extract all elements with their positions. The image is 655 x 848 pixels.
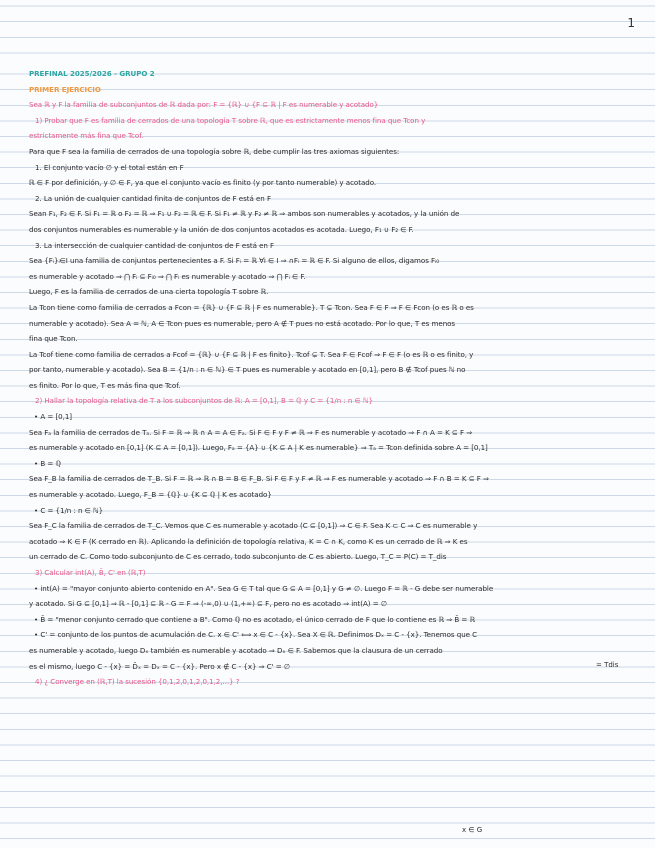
question-3: 3) Calcular int(A), B̄, C' en (ℝ,T) <box>35 568 146 577</box>
question-1-cont: estrictamente más fina que Tcof. <box>29 131 144 141</box>
notes-body <box>29 66 641 690</box>
doc-title: PREFINAL 2025/2026 - GRUPO 2 <box>29 69 155 78</box>
text-line: por tanto, numerable y acotado). Sea B = {1/n : n ∈ ℕ} ∈ T pues es numerable y acotado en [0,1], pero B ∉ Tcof pues ℕ no <box>29 365 466 375</box>
text-line: dos conjuntos numerables es numerable y la unión de dos conjuntos acotados es acotada. Luego, F₁ ∪ F₂ ∈ F. <box>29 224 414 234</box>
text-line: • C' = conjunto de los puntos de acumulación de C. x ∈ C' ⟺ x ∈ C - {x}. Sea X ∈ ℝ. Definimos Dₓ = C - {x}. Tenemos que C <box>34 630 478 640</box>
page-number: 1 <box>627 16 635 30</box>
problem-statement: Sea ℝ y F la familia de subconjuntos de ℝ dada por: F = {ℝ} ∪ {F ⊆ ℝ | F es numerable y acotado} <box>29 100 379 110</box>
text-line: • int(A) = "mayor conjunto abierto contenido en A". Sea G ∈ T tal que G ⊆ A = [0,1] y G ≠ ∅. Luego F = ℝ - G debe ser numerable <box>34 583 494 593</box>
margin-note-xneg: x ∈ G <box>462 826 483 834</box>
text-line: es numerable y acotado, luego Dₓ también es numerable y acotado ⇒ Dₓ ∈ F. Sabemos que la clausura de un cerrado <box>29 645 443 655</box>
text-line: acotado ⇒ K ∈ F (K cerrado en ℝ). Aplicando la definición de topología relativa, K = C ∩ K, como K es un cerrado de ℝ ⇒ K es <box>29 536 468 546</box>
text-line: ℝ ∈ F por definición, y ∅ ∈ F, ya que el conjunto vacío es finito (y por tanto numerable) y acotado. <box>29 178 377 188</box>
axiom-2: 2. La unión de cualquier cantidad finita de conjuntos de F está en F <box>35 193 271 203</box>
subcase-c: • C = {1/n : n ∈ ℕ} <box>34 505 104 515</box>
text-line: es numerable y acotado en [0,1] (K ⊆ A = [0,1]). Luego, Fₐ = {A} ∪ {K ⊆ A | K es numerable} ⇒ Tₐ = Tcon definida sobre A = [0,1] <box>29 443 488 453</box>
text-line: • B̄ = "menor conjunto cerrado que contiene a B". Como ℚ no es acotado, el único cerrado de F que lo contiene es ℝ ⇒ B̄ = ℝ <box>34 614 476 624</box>
text-line: numerable y acotado). Sea A = ℕ, A ∈ Tcon pues es numerable, pero A ∉ T pues no está acotado. Por lo que, T es menos <box>29 318 456 328</box>
section-title: PRIMER EJERCICIO <box>29 84 101 94</box>
text-line: La Tcon tiene como familia de cerrados a Fcon = {ℝ} ∪ {F ⊆ ℝ | F es numerable}. T ⊊ Tcon. Sea F ∈ F ⇒ F ∈ Fcon (o es ℝ o es <box>29 302 474 312</box>
text-line: Sea F_C la familia de cerrados de T_C. Vemos que C es numerable y acotado (C ⊆ [0,1]) ⇒ C ∈ F. Sea K ⊂ C ⇒ C es numerable y <box>29 521 478 531</box>
text-line: Sean F₁, F₂ ∈ F. Si F₁ = ℝ o F₂ = ℝ ⇒ F₁ ∪ F₂ = ℝ ∈ F. Si F₁ ≠ ℝ y F₂ ≠ ℝ ⇒ ambos son numerables y acotados, y la unión de <box>29 209 460 219</box>
text-line: La Tcof tiene como familia de cerrados a Fcof = {ℝ} ∪ {F ⊆ ℝ | F es finito}. Tcof ⊊ T. Sea F ∈ Fcof ⇒ F ∈ F (o es ℝ o es finito, y <box>29 349 474 359</box>
question-4: 4) ¿ Converge en (ℝ,T) la sucesión {0,1,2,0,1,2,0,1,2,...} ? <box>35 677 240 687</box>
axiom-1: 1. El conjunto vacío ∅ y el total están en F <box>35 162 184 172</box>
question-2: 2) Hallar la topología relativa de T a los subconjuntos de ℝ: A = [0,1], B = ℚ y C = {1/n : n ∈ ℕ} <box>35 396 373 406</box>
text-line: es numerable y acotado ⇒ ⋂ Fᵢ ⊆ Fᵢ₀ ⇒ ⋂ Fᵢ es numerable y acotado ⇒ ⋂ Fᵢ ∈ F. <box>29 271 306 281</box>
text-line: es numerable y acotado. Luego, F_B = {ℚ} ∪ {K ⊆ ℚ | K es acotado} <box>29 490 272 500</box>
text-line: es el mismo, luego C - {x} = D̄ₓ = Dₓ = C - {x}. Pero x ∉ C - {x} ⇒ C' = ∅ <box>29 661 290 671</box>
text-line: Sea F_B la familia de cerrados de T_B. Si F = ℝ ⇒ ℝ ∩ B = B ∈ F_B. Si F ∈ F y F ≠ ℝ ⇒ F es numerable y acotado ⇒ F ∩ B = K ⊆ F ⇒ <box>29 474 489 484</box>
text-line: Luego, F es la familia de cerrados de una cierta topología T sobre ℝ. <box>29 287 269 297</box>
margin-note-tdis: = Tdis <box>596 661 619 669</box>
text-line: Para que F sea la familia de cerrados de una topología sobre ℝ, debe cumplir las tres axiomas siguientes: <box>29 146 400 156</box>
subcase-a: • A = [0,1] <box>34 412 73 422</box>
text-line: un cerrado de C. Como todo subconjunto de C es cerrado, todo subconjunto de C es abierto. Luego, T_C = P(C) = T_dis <box>29 552 447 562</box>
axiom-3: 3. La intersección de cualquier cantidad de conjuntos de F está en F <box>35 240 275 250</box>
subcase-b: • B = ℚ <box>34 458 61 468</box>
question-1: 1) Probar que F es familia de cerrados de una topología T sobre ℝ, que es estrictamente menos fina que Tcon y <box>35 115 426 125</box>
text-line: Sea Fₐ la familia de cerrados de Tₐ. Si F = ℝ ⇒ ℝ ∩ A = A ∈ Fₐ. Si F ∈ F y F ≠ ℝ ⇒ F es numerable y acotado ⇒ F ∩ A = K ⊆ F ⇒ <box>29 427 473 437</box>
text-line: Sea {Fᵢ}ᵢ∈I una familia de conjuntos pertenecientes a F. Si Fᵢ = ℝ ∀i ∈ I ⇒ ∩Fᵢ = ℝ ∈ F. Si alguno de ellos, digamos Fᵢ₀ <box>29 256 440 266</box>
text-line: y acotado. Si G ⊆ [0,1] ⇒ ℝ - [0,1] ⊆ ℝ - G = F ⇒ (-∞,0) ∪ (1,+∞) ⊆ F, pero no es acotado ⇒ int(A) = ∅ <box>29 599 387 609</box>
text-line: fina que Tcon. <box>29 334 78 344</box>
text-line: es finito. Por lo que, T es más fina que Tcof. <box>29 380 181 390</box>
